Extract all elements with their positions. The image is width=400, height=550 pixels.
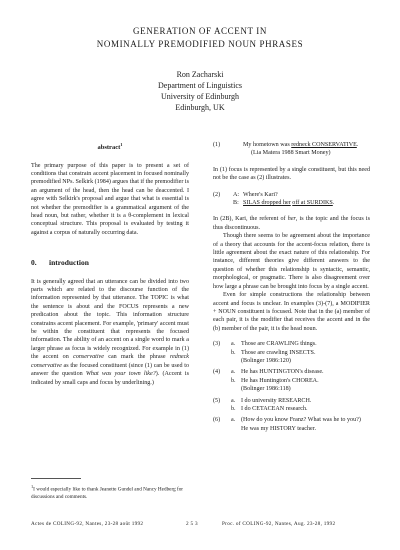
- left-column: [31, 141, 189, 387]
- paper-title-line-1: GENERATION OF ACCENT IN: [133, 26, 267, 36]
- example-letter: a.: [231, 397, 236, 404]
- author-university: University of Edinburgh: [160, 92, 240, 101]
- footnote-text: I would especially like to thank Jeanette Gundel and Nancy Hedberg for discussions and comments.: [31, 486, 184, 500]
- footnote-mark: 1: [31, 484, 34, 489]
- example-text: I do university RESEARCH.: [241, 397, 312, 404]
- example-item: [213, 377, 370, 394]
- example-letter: b.: [231, 377, 236, 384]
- example-1-source: (Lia Matera 1988 Smart Money): [251, 150, 331, 157]
- example-1-focus: redneck CONSERVATIVE: [291, 142, 357, 148]
- intro-italic-3: What was your town like?: [85, 371, 156, 378]
- section-heading: [31, 259, 189, 267]
- example-text: He has Huntington's CHOREA.: [241, 377, 319, 384]
- abstract-heading: [31, 141, 189, 153]
- example-2-b-focus-2: off at SURDIKS: [292, 200, 333, 207]
- example-block: [213, 340, 370, 365]
- footer-left: Actes de COLING-92, Nantes, 23-28 août 1992: [31, 521, 144, 527]
- example-2-b-label: B:: [233, 200, 239, 207]
- example-item: [213, 405, 370, 413]
- intro-text-4: ). (Accent is indicated by small caps and focus by underlining.): [31, 371, 189, 386]
- example-number: (6): [213, 417, 221, 424]
- example-number: (3): [213, 341, 221, 348]
- example-letter: b.: [231, 349, 236, 356]
- intro-text-3: as the focused constituent (since (1) can be used to answer the question: [31, 362, 189, 378]
- example-source: (Bolinger 1986:120): [241, 357, 291, 364]
- example-number: (4): [213, 369, 221, 376]
- p-after-2-italic: her: [287, 216, 296, 223]
- author-department: Department of Linguistics: [158, 81, 242, 90]
- intro-text-2: can mark the phrase: [103, 354, 170, 361]
- example-source: (Bolinger 1986:118): [241, 386, 291, 393]
- intro-italic-1: conservative: [73, 354, 104, 361]
- example-text: Those are crawling INSECTS.: [241, 349, 316, 356]
- example-2-line-b: [213, 199, 370, 207]
- paragraph-after-example-1: In (1) focus is represented by a single constituent, but this need not be the case as (2) illustrates.: [213, 166, 370, 182]
- example-item: [213, 368, 370, 376]
- example-2: [213, 191, 370, 208]
- example-1-number: (1): [213, 142, 221, 148]
- paragraph-constructions: Even for simple constructions the relationship between accent and focus is unclear. In examples (3)-(7), a MODIFIER + NOUN constituent is focused. Note that in the (a) member of each pair, it is the modifier that receives the accent and in the (b) member of the pair, it is the head noun.: [213, 292, 370, 332]
- right-column: [213, 141, 370, 433]
- example-item: [213, 349, 370, 366]
- example-item: [213, 416, 370, 433]
- footnote-rule: [31, 478, 81, 479]
- example-block: [213, 416, 370, 433]
- example-2-number: (2): [213, 191, 221, 198]
- example-2-line-a: [213, 191, 370, 199]
- example-block: [213, 368, 370, 393]
- example-text: (How do you know Franz? What was he to you?): [241, 417, 361, 424]
- example-item: [213, 397, 370, 405]
- abstract-heading-text: abstract: [97, 144, 121, 152]
- example-text: He has HUNTINGTON's disease.: [241, 369, 324, 376]
- page-number: 2 5 3: [186, 521, 198, 527]
- footer-right: Proc. of COLING-92, Nantes, Aug. 23-28, 1992: [222, 521, 336, 527]
- example-1-post: .: [356, 142, 359, 148]
- example-source: He was my HISTORY teacher.: [241, 425, 316, 432]
- example-letter: a.: [231, 417, 236, 424]
- author-city: Edinburgh, UK: [175, 103, 225, 112]
- abstract-footnote-mark: 1: [120, 142, 123, 147]
- examples-list: [213, 340, 370, 433]
- p-after-2-b: , is the topic and the focus is thus discontinuous.: [213, 216, 370, 231]
- example-2-b-end: .: [332, 200, 335, 207]
- example-letter: a.: [231, 369, 236, 376]
- example-2-b-focus-1: SILAS dropped her: [243, 200, 291, 207]
- author-name: Ron Zacharski: [176, 70, 224, 79]
- abstract-text: The primary purpose of this paper is to present a set of conditions that constrain accent placement in focused nominally premodified NPs. Selkirk (1984) argues that if the premodifier is an argument of the head, then the head can be deaccented. I agree with Selkirk's proposal and argue that what is essential is not whether the premodifier is a grammatical argument of the head noun, but rather, whether it is a θ-complement in lexical conceptual structure. This proposal is evaluated by testing it against a corpus of naturally occurring data.: [31, 162, 189, 236]
- paper-title-line-2: NOMINALLY PREMODIFIED NOUN PHRASES: [96, 39, 304, 49]
- section-title: introduction: [49, 258, 89, 268]
- example-block: [213, 397, 370, 414]
- example-text: I do CETACEAN research.: [241, 405, 308, 412]
- paragraph-agreement: Though there seems to be agreement about the importance of a theory that accounts for the accent-focus relation, there is little agreement about the exact nature of this relationship. For instance, different theories give different answers to the question of whether this relationship is syntactic, semantic, morphological, or pragmatic. There is also disagreement over how large a phrase can be brought into focus by a single accent.: [213, 233, 370, 290]
- paragraph-after-example-2: [213, 215, 370, 232]
- example-2-a-text: Where's Kari?: [243, 191, 278, 198]
- example-1: [213, 141, 370, 158]
- p-after-2-a: In (2B), Kari, the referent of: [213, 216, 288, 223]
- example-2-a-label: A:: [233, 191, 240, 198]
- example-text: Those are CRAWLING things.: [241, 341, 317, 348]
- intro-paragraph: [31, 278, 189, 387]
- example-1-body: [213, 141, 370, 158]
- example-letter: b.: [231, 405, 236, 412]
- example-item: [213, 340, 370, 348]
- example-number: (5): [213, 397, 221, 404]
- section-number: 0.: [31, 258, 37, 268]
- footnote: [31, 483, 189, 501]
- example-1-pre: My hometown was: [243, 142, 292, 148]
- intro-text-1: It is generally agreed that an utterance can be divided into two parts which are related to the discourse function of the information represented by that utterance. The TOPIC is what the sentence is about and the FOCUS represents a new predication about the topic. This information structure constrains accent placement. For example, 'primary' accent must be within the constituent that represents the focused information. The ability of an accent on a single word to mark a larger phrase as focus is widely recognized. For example in (1) the accent on: [31, 278, 189, 361]
- example-letter: a.: [231, 341, 236, 348]
- intro-italic-2: redneck conservative: [31, 354, 189, 369]
